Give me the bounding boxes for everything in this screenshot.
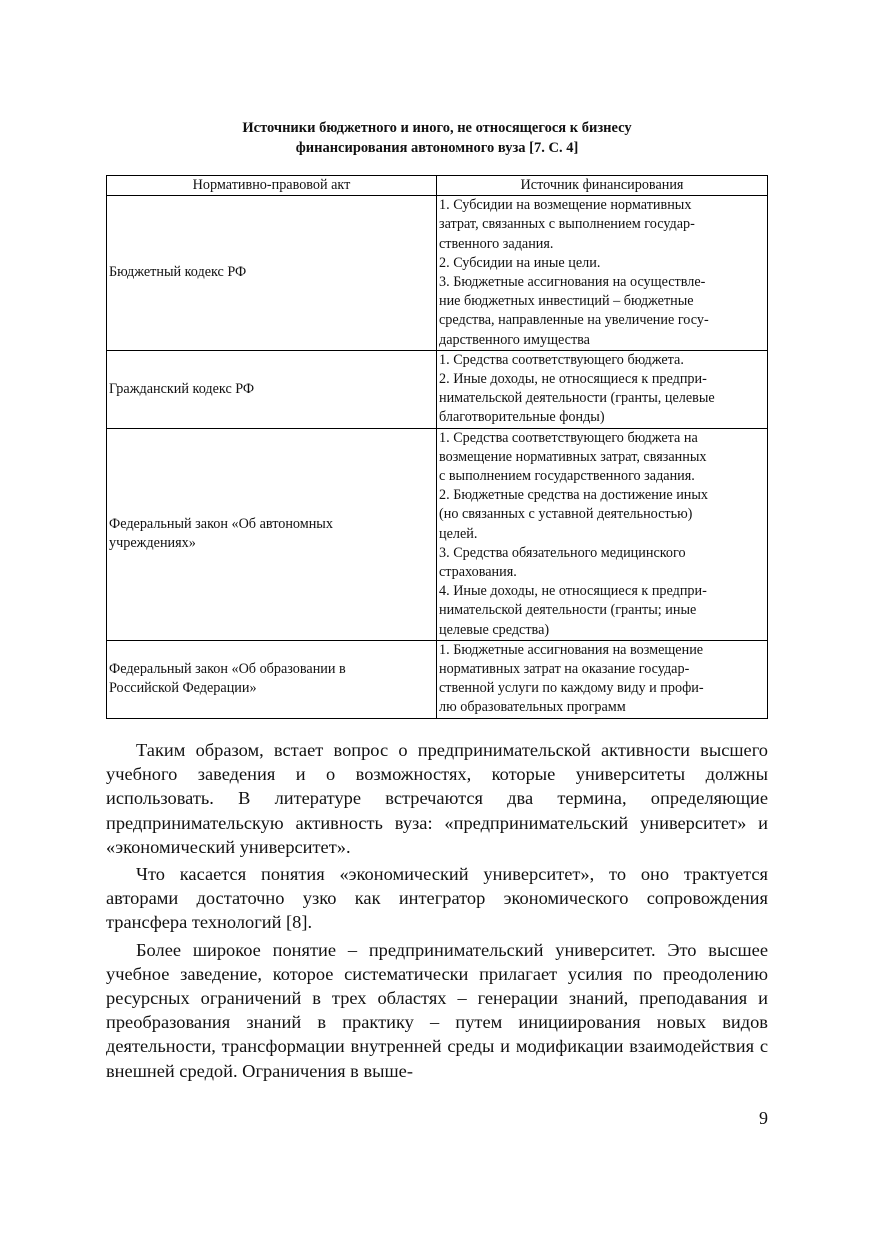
paragraph: Более широкое понятие – предпринимательский университет. Это высшее учебное заведение, которое систематически прилагает усилия по преодолению ресурсных ограничений в трех областях – генерации знаний, преподавания и преобразования знаний в практику – путем инициирования новых видов деятельности, трансформации внутренней среды и модификации взаимодействия с внешней средой. Ограничения в выше-: [106, 939, 768, 1081]
table-caption: [106, 118, 768, 158]
paragraph: Что касается понятия «экономический университет», то оно трактуется авторами достаточно узко как интегратор экономического сопровождения трансфера технологий [8].: [106, 864, 768, 933]
source-line: 3. Средства обязательного медицинского: [439, 544, 686, 561]
source-line: дарственного имущества: [439, 331, 590, 348]
source-line: нимательской деятельности (гранты, целевые: [439, 390, 715, 407]
source-line: 1. Средства соответствующего бюджета.: [439, 351, 684, 368]
source-line: целей.: [439, 525, 478, 542]
source-line: 2. Субсидии на иные цели.: [439, 254, 601, 271]
source-line: целевые средства): [439, 621, 550, 638]
source-cell: [437, 196, 768, 351]
paragraph: Таким образом, встает вопрос о предпринимательской активности высшего учебного заведения и о возможностях, которые университеты должны использовать. В литературе встречаются два термина, определяющие предпринимательскую активность вуза: «предпринимательский университет» и «экономический университет».: [106, 740, 768, 857]
act-cell: Бюджетный кодекс РФ: [107, 196, 437, 351]
table-row: [107, 640, 768, 718]
act-line: Российской Федерации»: [109, 680, 257, 697]
source-line: затрат, связанных с выполнением государ-: [439, 216, 695, 233]
table-row: [107, 196, 768, 351]
funding-sources-table: [106, 175, 768, 719]
source-line: лю образовательных программ: [439, 699, 626, 716]
source-line: 3. Бюджетные ассигнования на осуществле-: [439, 274, 706, 291]
header-legal-act: Нормативно-правовой акт: [107, 176, 437, 196]
act-line: учреждениях»: [109, 535, 196, 552]
source-line: 2. Иные доходы, не относящиеся к предпри-: [439, 371, 707, 388]
act-cell: [107, 640, 437, 718]
caption-line-2: финансирования автономного вуза [7. С. 4]: [295, 140, 579, 156]
source-line: с выполнением государственного задания.: [439, 468, 695, 485]
source-line: 4. Иные доходы, не относящиеся к предпри-: [439, 583, 707, 600]
source-line: 1. Средства соответствующего бюджета на: [439, 429, 698, 446]
source-line: нимательской деятельности (гранты; иные: [439, 602, 697, 619]
source-line: (но связанных с уставной деятельностью): [439, 506, 693, 523]
table-header-row: [107, 176, 768, 196]
table-row: [107, 428, 768, 640]
caption-line-1: Источники бюджетного и иного, не относящегося к бизнесу: [242, 120, 632, 136]
source-line: 1. Бюджетные ассигнования на возмещение: [439, 641, 704, 658]
source-line: ние бюджетных инвестиций – бюджетные: [439, 293, 694, 310]
act-cell: Гражданский кодекс РФ: [107, 350, 437, 428]
source-line: страхования.: [439, 564, 517, 581]
source-line: нормативных затрат на оказание государ-: [439, 661, 690, 678]
act-cell: [107, 428, 437, 640]
page-number: 9: [759, 1108, 768, 1128]
source-cell: [437, 640, 768, 718]
table-row: [107, 350, 768, 428]
body-text: [106, 738, 768, 1083]
source-line: возмещение нормативных затрат, связанных: [439, 448, 707, 465]
act-line: Федеральный закон «Об автономных: [109, 516, 333, 533]
source-line: 1. Субсидии на возмещение нормативных: [439, 197, 692, 214]
source-line: ственной услуги по каждому виду и профи-: [439, 680, 704, 697]
source-line: средства, направленные на увеличение госу-: [439, 312, 709, 329]
source-cell: [437, 350, 768, 428]
source-line: 2. Бюджетные средства на достижение иных: [439, 487, 709, 504]
source-cell: [437, 428, 768, 640]
source-line: благотворительные фонды): [439, 409, 605, 426]
header-funding-source: Источник финансирования: [437, 176, 768, 196]
source-line: ственного задания.: [439, 235, 554, 252]
act-line: Федеральный закон «Об образовании в: [109, 661, 346, 678]
